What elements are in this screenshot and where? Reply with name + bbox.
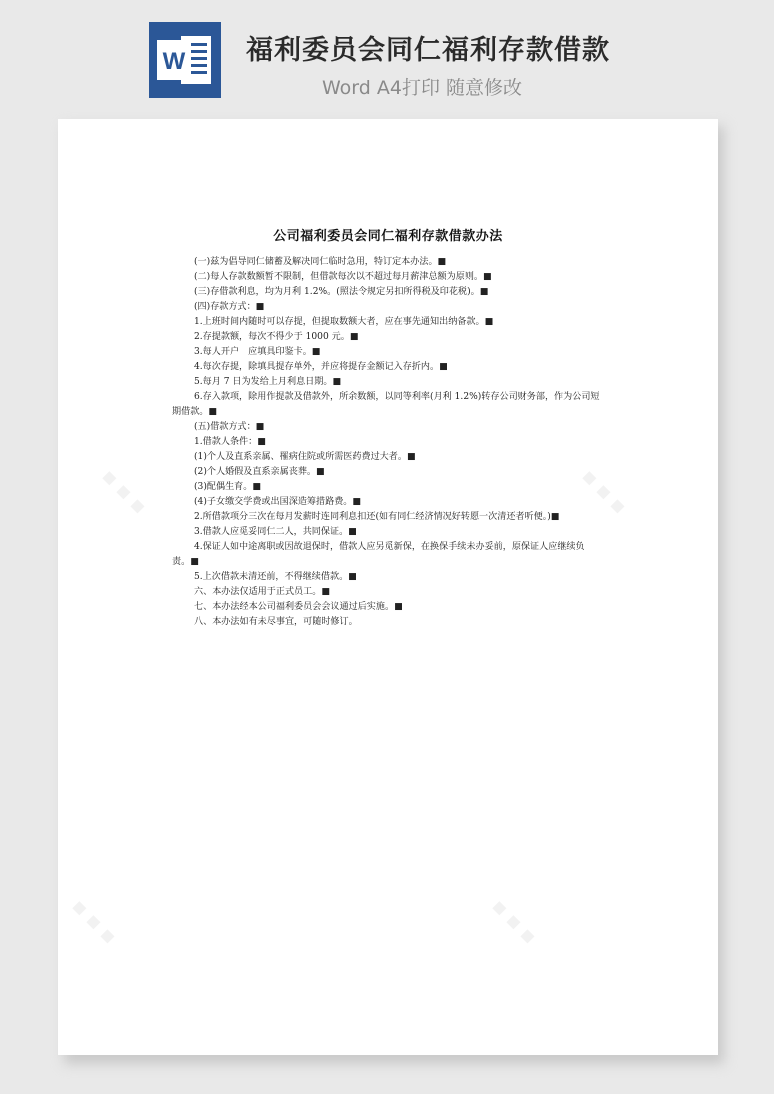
doc-line: 1.借款人条件：■: [194, 437, 266, 447]
doc-line: 5.上次借款未清还前，不得继续借款。■: [194, 572, 357, 582]
doc-line: (四)存款方式：■: [194, 302, 265, 312]
doc-line: (五)借款方式：■: [194, 422, 265, 432]
page-title: 福利委员会同仁福利存款借款: [246, 35, 610, 66]
doc-line: 2.所借款项分三次在每月发薪时连同利息扣还(如有同仁经济情况好转愿一次清还者听便。)■: [194, 512, 560, 522]
document-body: [172, 255, 602, 630]
doc-line: 六、本办法仅适用于正式员工。■: [194, 587, 330, 597]
page-subtitle: Word A4打印 随意修改: [322, 77, 523, 99]
word-logo-letter: W: [162, 48, 186, 75]
doc-line: (4)子女缴交学费或出国深造筹措路费。■: [194, 497, 361, 507]
watermark-decoration: ▪ ▪ ▪: [487, 893, 543, 949]
document-title: 公司福利委员会同仁福利存款借款办法: [273, 229, 503, 244]
doc-line: (2)个人婚假及直系亲属丧葬。■: [194, 467, 325, 477]
doc-line: 4.每次存提，除填具提存单外，并应将提存金额记入存折内。■: [194, 362, 448, 372]
doc-line: (1)个人及直系亲属、罹病住院或所需医药费过大者。■: [194, 452, 416, 462]
word-doc-icon: [149, 22, 221, 98]
document-page: [58, 119, 718, 1055]
doc-line: 1.上班时间内随时可以存提，但提取数额大者，应在事先通知出纳备款。■: [194, 317, 494, 327]
doc-line: 3.借款人应觅妥同仁二人，共同保证。■: [194, 527, 357, 537]
doc-line: 2.存提款额，每次不得少于 1000 元。■: [194, 332, 359, 342]
watermark-decoration: ▪ ▪ ▪: [67, 893, 123, 949]
doc-line: (二)每人存款数额暂不限制，但借款每次以不超过每月薪津总额为原则。■: [194, 272, 492, 282]
doc-line: (三)存借款利息，均为月利 1.2%。(照法令规定另扣所得税及印花税)。■: [194, 287, 489, 297]
watermark-decoration: ▪ ▪ ▪: [97, 463, 153, 519]
doc-line: 6.存入款项，除用作提款及借款外，所余数额，以同等利率(月利 1.2%)转存公司财务部，作为公司短期借款。■: [172, 392, 600, 417]
doc-line: 七、本办法经本公司福利委员会会议通过后实施。■: [194, 602, 403, 612]
watermark-decoration: ▪ ▪ ▪: [577, 463, 633, 519]
doc-line: (3)配偶生育。■: [194, 482, 261, 492]
doc-line: 4.保证人如中途离职或因故退保时，借款人应另觅新保，在换保手续未办妥前，原保证人应继续负责。■: [172, 542, 585, 567]
doc-line: 5.每月 7 日为发给上月利息日期。■: [194, 377, 342, 387]
doc-line: (一)兹为倡导同仁储蓄及解决同仁临时急用，特订定本办法。■: [194, 257, 447, 267]
doc-line: 3.每人开户 应填具印鉴卡。■: [194, 347, 321, 357]
doc-line: 八、本办法如有未尽事宜，可随时修订。: [194, 617, 358, 627]
